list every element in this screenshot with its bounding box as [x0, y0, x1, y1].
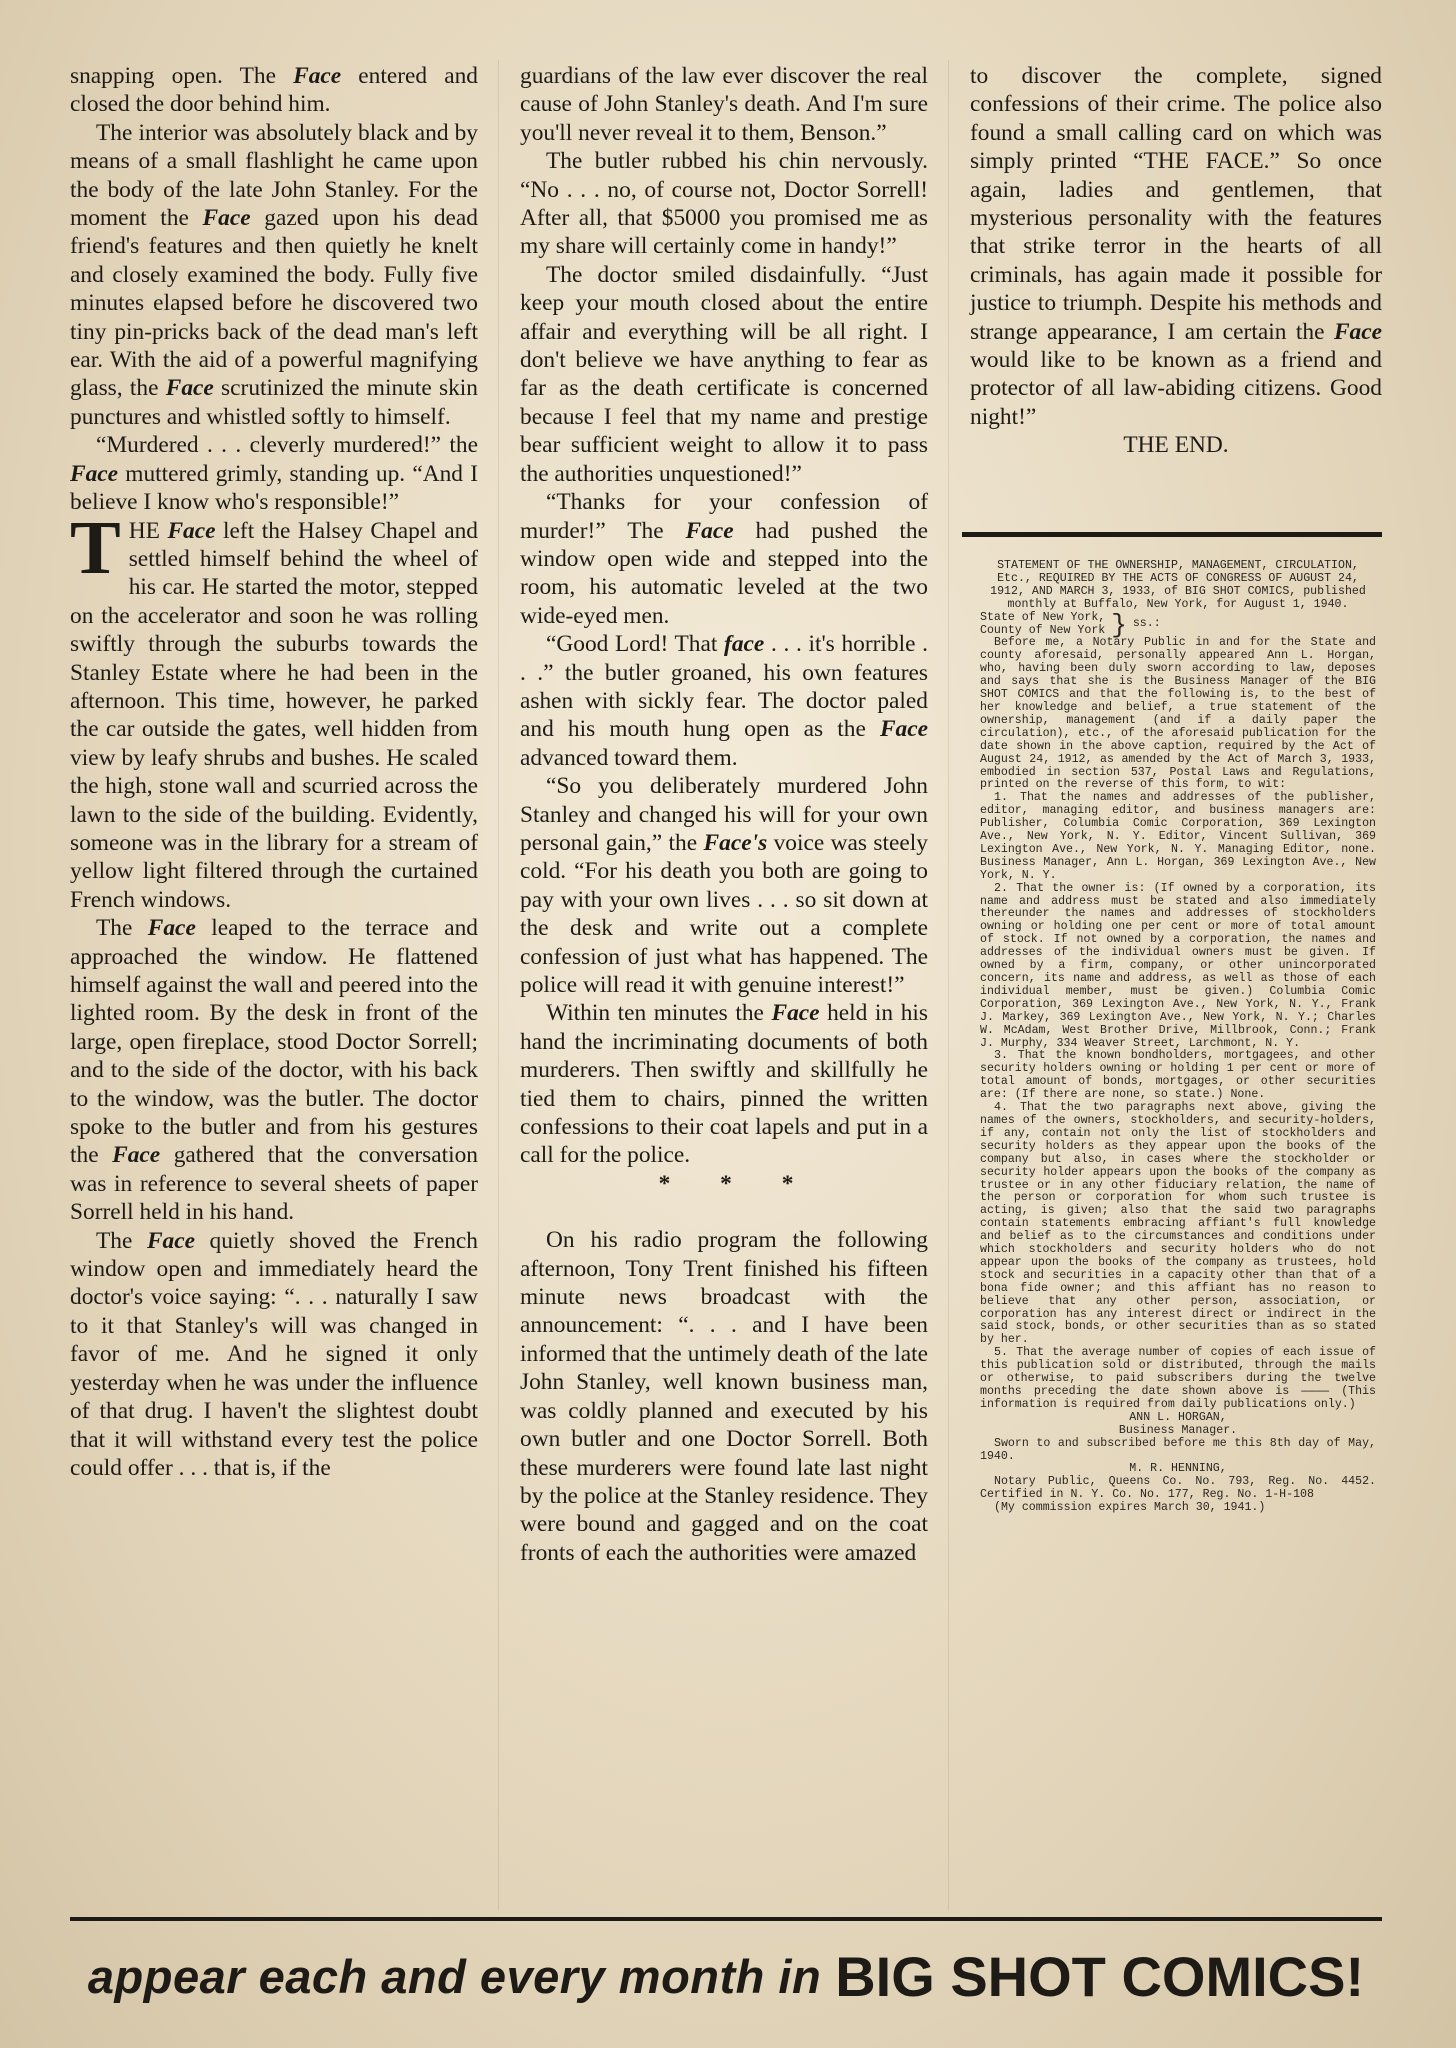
story-paragraph: Within ten minutes the Face held in his hand the incriminating documents of both murderers. Then swiftly and skillfully he tied them to chairs, pinned the written confessions to their coat lapels and put in a call for the police. — [520, 1000, 928, 1169]
italic-face-word: Face — [167, 517, 216, 544]
signer-name: ANN L. HORGAN, — [1129, 1410, 1227, 1424]
banner-brand: BIG SHOT COMICS! — [835, 1944, 1365, 2008]
venue-county: County of New York — [980, 623, 1106, 637]
signer-title: Business Manager. — [1118, 1423, 1238, 1437]
story-paragraph: “Thanks for your confession of murder!” The Face had pushed the window open wide and stepped into the room, his automatic leveled at the two wide-eyed men. — [520, 489, 928, 629]
italic-face-word: Face's — [703, 829, 768, 856]
italic-face-word: Face — [146, 1227, 195, 1254]
footer-banner — [70, 1926, 1382, 2026]
italic-face-word: Face — [879, 716, 928, 743]
sworn-line: Sworn to and subscribed before me this 8th day of May, 1940. — [980, 1436, 1376, 1463]
banner-tagline: appear each and every month in — [87, 1949, 822, 2003]
story-paragraph: to discover the complete, signed confessions of their crime. The police also found a small calling card on which was simply printed “THE FACE.” So once again, ladies and gentlemen, that mysterious personality with the features that strike terror in the hearts of all criminals, has again made it possible for justice to triumph. Despite his methods and strange appearance, I am certain the Face would like to be known as a friend and protector of all law-abiding citizens. Good night!” — [970, 63, 1382, 430]
column-gutter-left — [498, 60, 499, 1910]
notary-name: M. R. HENNING, — [1129, 1462, 1227, 1476]
statement-paragraph: 2. That the owner is: (If owned by a corporation, its name and address must be stated and also immediately thereunder the names and addresses of stockholders owning or holding one per cent or more of total amount of stock. If not owned by a corporation, the names and addresses of the individual owners must be given. If owned by a firm, company, or other unincorporated concern, its name and address, as well as those of each individual member, must be given.) Columbia Comic Corporation, 369 Lexington Ave., New York, N. Y., Frank J. Markey, 369 Lexington Ave., New York, N. Y.; Charles W. McAdam, West Brother Drive, Millbrook, Conn.; Frank J. Murphy, 334 Weaver Street, Larchmont, N. Y. — [980, 881, 1376, 1050]
section-divider-rule — [962, 532, 1382, 537]
story-paragraph: “So you deliberately murdered John Stanley and changed his will for your own personal gain,” the Face's voice was steely cold. “For his death you both are going to pay with your own lives . . . so sit down at the desk and write out a complete confession of just what has happened. The police will read it with genuine interest!” — [520, 773, 928, 998]
italic-face-word: Face — [293, 63, 342, 89]
italic-face-word: Face — [165, 375, 214, 402]
drop-cap-letter: T — [70, 505, 121, 590]
brace-glyph: } — [1111, 609, 1127, 640]
venue-ss: ss.: — [1132, 617, 1161, 631]
venue-lines — [980, 612, 1105, 638]
italic-face-word: face — [724, 631, 765, 658]
italic-face-word: Face — [685, 517, 734, 544]
story-paragraph: snapping open. The Face entered and closed the door behind him. — [70, 63, 478, 118]
statement-paragraph: 3. That the known bondholders, mortgagees, and other security holders owning or holding 1 per cent or more of total amount of bonds, mortgages, or other securities are: (If there are none, so state.) None. — [980, 1049, 1376, 1102]
story-paragraph-dropcap — [70, 505, 478, 915]
story-paragraph: The Face quietly shoved the French window open and immediately heard the doctor's voice saying: “. . . naturally I saw to it that Stanley's will was changed in favor of me. And he signed it only yesterday when he was under the influence of that drug. I haven't the slightest doubt that it will withstand every test the police could offer . . . that is, if the — [70, 1227, 478, 1481]
story-paragraph: On his radio program the following afternoon, Tony Trent finished his fifteen minute news broadcast with the announcement: “. . . and I have been informed that the untimely death of the late John Stanley, well known business man, was coldly planned and executed by his own butler and one Doctor Sorrell. Both these murderers were found late last night by the police at the Stanley residence. They were bound and gagged and on the coat fronts of each the authorities were amazed — [520, 1227, 928, 1566]
statement-paragraph: Before me, a Notary Public in and for the State and county aforesaid, personally appeared Ann L. Horgan, who, having been duly sworn according to law, deposes and says that she is the Business Manager of the BIG SHOT COMICS and that the following is, to the best of her knowledge and belief, a true statement of the ownership, management (and if a daily paper the circulation), etc., of the aforesaid publication for the date shown in the above caption, required by the Act of August 24, 1912, as amended by the Act of March 3, 1933, embodied in section 537, Postal Laws and Regulations, printed on the reverse of this form, to wit: — [980, 636, 1376, 792]
italic-face-word: Face — [1333, 318, 1382, 345]
story-paragraph: The doctor smiled disdainfully. “Just keep your mouth closed about the entire affair and everything will be all right. I don't believe we have anything to fear as far as the death certificate is concerned because I feel that my name and prestige bear sufficient weight to allow it to pass the authorities unquestioned!” — [520, 261, 928, 487]
commission-line: (My commission expires March 30, 1941.) — [994, 1501, 1266, 1515]
story-paragraph: The Face leaped to the terrace and approached the window. He flattened himself against the wall and peered into the lighted room. By the desk in front of the large, open fireplace, stood Doctor Sorrell; and to the side of the doctor, with his back to the window, was the butler. The doctor spoke to the butler and from his gestures the Face gathered that the conversation was in reference to several sheets of paper Sorrell held in his hand. — [70, 915, 478, 1226]
statement-venue — [980, 609, 1376, 640]
story-column-3 — [970, 62, 1382, 460]
italic-face-word: Face — [202, 205, 251, 232]
story-paragraph: The butler rubbed his chin nervously. “No . . . no, of course not, Doctor Sorrell! After all, that $5000 you promised me as my share will certainly come in handy!” — [520, 148, 928, 260]
story-column-1 — [70, 62, 478, 1482]
statement-paragraph: 4. That the two paragraphs next above, giving the names of the owners, stockholders, and security-holders, if any, contain not only the list of stockholders and security holders as they appear upon the books of the company but also, in cases where the stockholder or security holder appears upon the books of the company as trustee or in any other fiduciary relation, the name of the person or corporation for whom such trustee is acting, is given; also that the said two paragraphs contain statements embracing affiant's full knowledge and belief as to the circumstances and conditions under which stockholders and security holders who do not appear upon the books of the company as trustees, hold stock and securities in a capacity other than that of a bona fide owner; and this affiant has no reason to believe that any other person, association, or corporation has any interest direct or indirect in the said stock, bonds, or other securities than as so stated by her. — [980, 1101, 1376, 1347]
italic-face-word: Face — [70, 460, 119, 487]
scene-break-stars: * * * — [658, 1170, 816, 1197]
scene-break-gap — [520, 1198, 928, 1226]
statement-heading: STATEMENT OF THE OWNERSHIP, MANAGEMENT, CIRCULATION, Etc., REQUIRED BY THE ACTS OF CONGRESS OF AUGUST 24, 1912, AND MARCH 3, 1933, of BIG SHOT COMICS, published monthly at Buffalo, New York, for August 1, 1940. — [990, 559, 1366, 611]
italic-face-word: Face — [147, 915, 196, 942]
footer-rule — [70, 1917, 1382, 1921]
italic-face-word: Face — [771, 1000, 820, 1027]
column-gutter-right — [948, 60, 949, 1910]
ownership-statement — [980, 560, 1376, 1515]
italic-face-word: Face — [112, 1142, 161, 1169]
story-paragraph-text: HE Face left the Halsey Chapel and settled himself behind the wheel of his car. He started the motor, stepped on the accelerator and soon he was rolling swiftly through the suburbs towards the Stanley Estate where he had been in the afternoon. This time, however, he parked the car outside the gates, well hidden from view by leafy shrubs and bushes. He scaled the high, stone wall and scurried across the lawn to the side of the building. Evidently, someone was in the library for a stream of yellow light filtered through the curtained French windows. — [70, 517, 478, 913]
notary-info: Notary Public, Queens Co. No. 793, Reg. No. 4452. Certified in N. Y. Co. No. 177, Reg. No. 1-H-108 — [980, 1475, 1376, 1502]
venue-state: State of New York, — [980, 610, 1106, 624]
story-paragraph: “Murdered . . . cleverly murdered!” the Face muttered grimly, standing up. “And I believe I know who's responsible!” — [70, 432, 478, 516]
story-column-2 — [520, 62, 928, 1567]
story-paragraph: guardians of the law ever discover the real cause of John Stanley's death. And I'm sure you'll never reveal it to them, Benson.” — [520, 63, 928, 146]
the-end-label: THE END. — [1123, 432, 1229, 459]
story-paragraph: “Good Lord! That face . . . it's horrible . . .” the butler groaned, his own features ashen with sickly fear. The doctor paled and his mouth hung open as the Face advanced toward them. — [520, 631, 928, 771]
statement-paragraph: 1. That the names and addresses of the publisher, editor, managing editor, and business managers are: Publisher, Columbia Comic Corporation, 369 Lexington Ave., New York, N. Y. Editor, Vincent Sullivan, 369 Lexington Ave., New York, N. Y. Managing Editor, none. Business Manager, Ann L. Horgan, 369 Lexington Ave., New York, N. Y. — [980, 791, 1376, 882]
statement-paragraph: 5. That the average number of copies of each issue of this publication sold or distributed, through the mails or otherwise, to paid subscribers during the twelve months preceding the date shown above is ———— (This information is required from daily publications only.) — [980, 1346, 1376, 1411]
story-paragraph: The interior was absolutely black and by means of a small flashlight he came upon the body of the late John Stanley. For the moment the Face gazed upon his dead friend's features and then quietly he knelt and closely examined the body. Fully five minutes elapsed before he discovered two tiny pin-pricks back of the dead man's left ear. With the aid of a powerful magnifying glass, the Face scrutinized the minute skin punctures and whistled softly to himself. — [70, 119, 478, 430]
